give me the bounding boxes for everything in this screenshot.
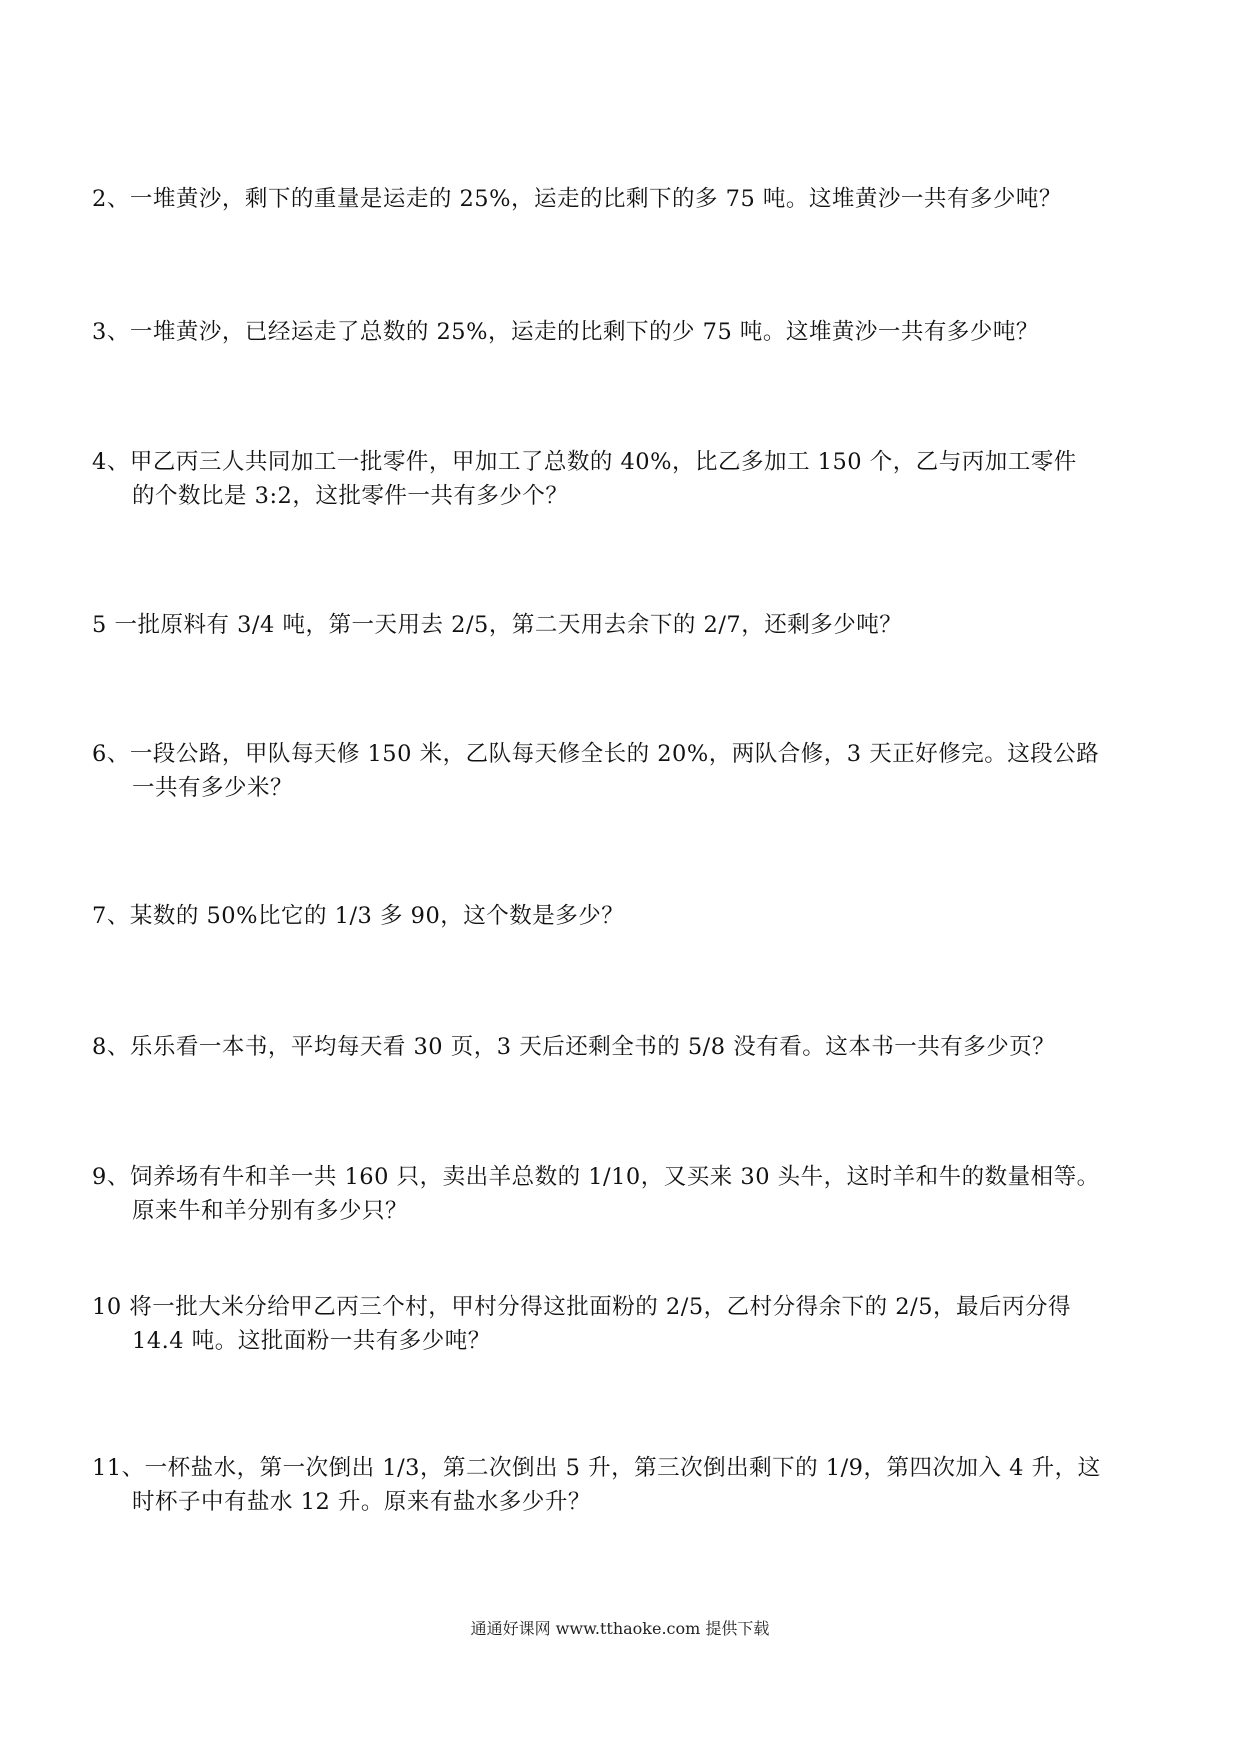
problem-text-continued: 的个数比是 3:2，这批零件一共有多少个？ (132, 483, 569, 509)
problem-text: 6、一段公路，甲队每天修 150 米，乙队每天修全长的 20%，两队合修，3 天正好修完。这段公路 (92, 741, 1100, 767)
problem-11 (92, 1451, 1152, 1519)
problem-text: 4、甲乙丙三人共同加工一批零件，甲加工了总数的 40%，比乙多加工 150 个，乙与丙加工零件 (92, 449, 1077, 475)
page-footer (0, 1617, 1240, 1641)
problem-text-continued: 原来牛和羊分别有多少只？ (132, 1198, 409, 1224)
problem-text-continued: 14.4 吨。这批面粉一共有多少吨？ (132, 1328, 491, 1354)
problem-5 (92, 608, 1152, 642)
problem-text: 7、某数的 50%比它的 1/3 多 90，这个数是多少？ (92, 903, 625, 929)
problem-4 (92, 445, 1152, 513)
problem-text: 8、乐乐看一本书，平均每天看 30 页，3 天后还剩全书的 5/8 没有看。这本书一共有多少页？ (92, 1034, 1056, 1060)
problem-text: 10 将一批大米分给甲乙丙三个村，甲村分得这批面粉的 2/5，乙村分得余下的 2/5，最后丙分得 (92, 1294, 1072, 1320)
problem-6 (92, 737, 1152, 805)
footer-text: 通通好课网 www.tthaoke.com 提供下载 (470, 1619, 770, 1638)
problem-7 (92, 899, 1152, 933)
problem-9 (92, 1160, 1152, 1228)
problem-3 (92, 315, 1152, 349)
problem-text: 3、一堆黄沙，已经运走了总数的 25%，运走的比剩下的少 75 吨。这堆黄沙一共有多少吨？ (92, 319, 1039, 345)
problem-8 (92, 1030, 1152, 1064)
problem-text: 2、一堆黄沙，剩下的重量是运走的 25%，运走的比剩下的多 75 吨。这堆黄沙一共有多少吨？ (92, 186, 1062, 212)
problem-text-continued: 一共有多少米？ (132, 775, 294, 801)
problem-text-continued: 时杯子中有盐水 12 升。原来有盐水多少升？ (132, 1489, 591, 1515)
problem-10 (92, 1290, 1152, 1358)
problem-text: 9、饲养场有牛和羊一共 160 只，卖出羊总数的 1/10，又买来 30 头牛，这时羊和牛的数量相等。 (92, 1164, 1100, 1190)
problem-text: 11、一杯盐水，第一次倒出 1/3，第二次倒出 5 升，第三次倒出剩下的 1/9，第四次加入 4 升，这 (92, 1455, 1101, 1481)
problem-2 (92, 182, 1152, 216)
problem-text: 5 一批原料有 3/4 吨，第一天用去 2/5，第二天用去余下的 2/7，还剩多少吨？ (92, 612, 903, 638)
